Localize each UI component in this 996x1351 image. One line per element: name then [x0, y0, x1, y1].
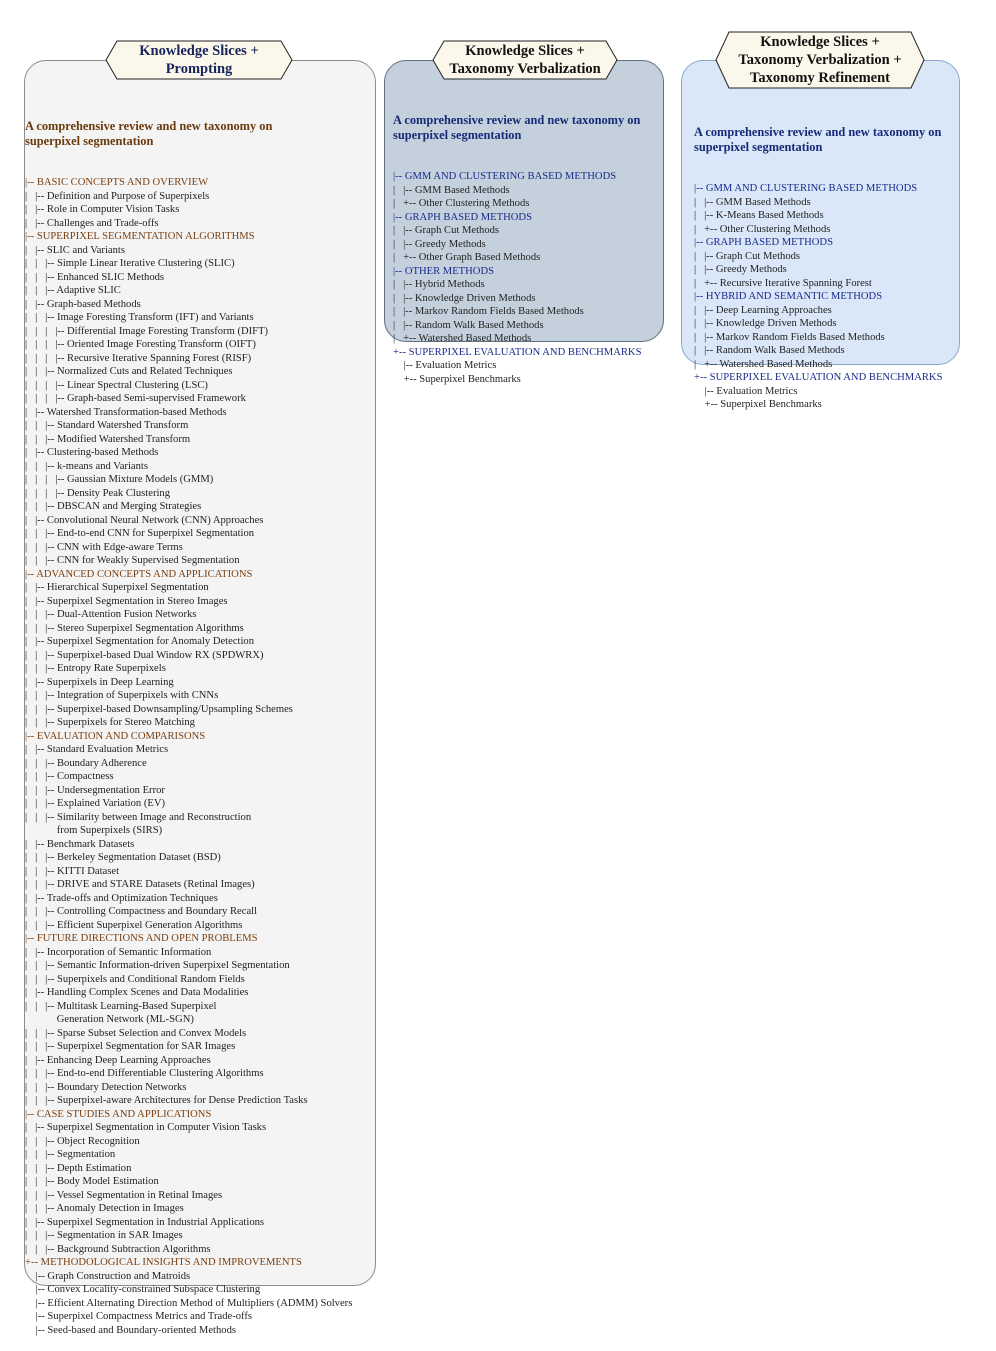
tree-node: | +-- Other Clustering Methods	[694, 223, 831, 235]
tree-node: | |-- Graph Cut Methods	[393, 225, 500, 236]
tree-node: | |-- Standard Evaluation Metrics	[25, 744, 169, 755]
tree-section: |-- HYBRID AND SEMANTIC METHODS	[694, 291, 883, 302]
tree-node: | |-- Watershed Transformation-based Methods	[25, 406, 227, 418]
tree-node: |-- Convex Locality-constrained Subspace Clustering	[25, 1284, 261, 1295]
tree-node: | |-- Knowledge Driven Methods	[393, 292, 536, 304]
tree-node: | | |-- Simple Linear Iterative Clustering (SLIC)	[25, 258, 235, 269]
tree-section: |-- ADVANCED CONCEPTS AND APPLICATIONS	[25, 568, 253, 580]
tree-node: | | |-- Depth Estimation	[25, 1162, 132, 1174]
tree-node: | | |-- Similarity between Image and Reconstruction	[25, 811, 252, 823]
header-line: Knowledge Slices +	[139, 43, 259, 59]
tree-node: | |-- Superpixel Segmentation in Computer Vision Tasks	[25, 1122, 267, 1133]
tree-node: | |-- GMM Based Methods	[393, 184, 510, 196]
tree-node: | | |-- End-to-end Differentiable Clustering Algorithms	[25, 1068, 264, 1079]
tree-node: | | |-- Enhanced SLIC Methods	[25, 271, 165, 283]
header-line: Knowledge Slices +	[465, 43, 585, 59]
tree-section: |-- CASE STUDIES AND APPLICATIONS	[25, 1108, 212, 1120]
tree-node: +-- Superpixel Benchmarks	[393, 373, 521, 385]
tree-node: | | |-- Anomaly Detection in Images	[25, 1203, 184, 1214]
tree-title: A comprehensive review and new taxonomy on superpixel segmentation	[694, 125, 942, 154]
tree-node: | | |-- Background Subtraction Algorithms	[25, 1243, 211, 1255]
tree-node: | | |-- Sparse Subset Selection and Convex Models	[25, 1027, 247, 1039]
tree-node: | | |-- Superpixel-based Dual Window RX (SPDWRX)	[25, 649, 264, 661]
tree-node: | | |-- Adaptive SLIC	[25, 285, 121, 296]
taxonomy-tree-prompting	[25, 92, 352, 1351]
tree-node: | | |-- Modified Watershed Transform	[25, 433, 191, 445]
tree-node: | | | |-- Oriented Image Foresting Transform (OIFT)	[25, 339, 256, 350]
header-line: Prompting	[165, 61, 233, 77]
tree-node: +-- Superpixel Benchmarks	[694, 399, 822, 410]
tree-node: |-- Graph Construction and Matroids	[25, 1270, 191, 1282]
tree-node: | | |-- Image Foresting Transform (IFT) and Variants	[25, 312, 254, 323]
tree-node: | | | |-- Graph-based Semi-supervised Framework	[25, 393, 246, 404]
tree-node: | +-- Other Graph Based Methods	[393, 252, 541, 263]
tree-node: | | |-- Compactness	[25, 771, 114, 782]
tree-node: | |-- Markov Random Fields Based Methods	[694, 331, 885, 343]
tree-node: | | |-- Body Model Estimation	[25, 1176, 159, 1187]
tree-node: | |-- Superpixel Segmentation in Stereo Images	[25, 595, 228, 607]
tree-node: | | |-- Berkeley Segmentation Dataset (BSD)	[25, 852, 221, 863]
tree-section: |-- GMM AND CLUSTERING BASED METHODS	[694, 183, 918, 194]
tree-node: | |-- Hybrid Methods	[393, 279, 485, 290]
tree-section: +-- SUPERPIXEL EVALUATION AND BENCHMARKS	[694, 372, 943, 383]
tree-node: | | | |-- Density Peak Clustering	[25, 487, 171, 499]
taxonomy-tree-verbalization	[393, 86, 643, 400]
tree-node: | | |-- End-to-end CNN for Superpixel Segmentation	[25, 528, 255, 539]
tree-node: | |-- Deep Learning Approaches	[694, 304, 832, 316]
tree-node: |-- Evaluation Metrics	[694, 385, 798, 397]
tree-node: | |-- Random Walk Based Methods	[694, 345, 845, 356]
tree-node: | |-- Hierarchical Superpixel Segmentation	[25, 582, 209, 593]
tree-node: | |-- Superpixel Segmentation in Industrial Applications	[25, 1216, 265, 1228]
tree-node: | |-- SLIC and Variants	[25, 244, 125, 256]
tree-node: | |-- Handling Complex Scenes and Data Modalities	[25, 987, 249, 998]
tree-node: | | | |-- Differential Image Foresting Transform (DIFT)	[25, 325, 269, 337]
tree-lines	[694, 182, 949, 412]
tree-node: | | |-- Superpixel-aware Architectures for Dense Prediction Tasks	[25, 1095, 308, 1106]
header-prompting	[105, 40, 293, 80]
tree-node: | |-- Trade-offs and Optimization Techniques	[25, 892, 218, 904]
header-taxonomy-verbalization	[432, 40, 618, 80]
tree-node: | |-- K-Means Based Methods	[694, 210, 824, 221]
tree-node: | | |-- Multitask Learning-Based Superpixel	[25, 1000, 217, 1012]
tree-node: |-- Superpixel Compactness Metrics and Trade-offs	[25, 1311, 253, 1322]
tree-node: | |-- Enhancing Deep Learning Approaches	[25, 1054, 211, 1066]
header-line: Taxonomy Refinement	[749, 70, 891, 86]
tree-node: | |-- Greedy Methods	[393, 238, 486, 250]
tree-node: |-- Efficient Alternating Direction Method of Multipliers (ADMM) Solvers	[25, 1297, 353, 1309]
tree-node: | |-- Incorporation of Semantic Information	[25, 946, 212, 958]
tree-node: | |-- Knowledge Driven Methods	[694, 318, 837, 329]
tree-node: | |-- Graph Cut Methods	[694, 250, 801, 262]
tree-section: +-- SUPERPIXEL EVALUATION AND BENCHMARKS	[393, 346, 642, 358]
tree-node: | | |-- Standard Watershed Transform	[25, 420, 189, 431]
tree-node: | |-- Random Walk Based Methods	[393, 319, 544, 331]
tree-node: | | |-- Segmentation in SAR Images	[25, 1230, 183, 1241]
tree-title: A comprehensive review and new taxonomy on superpixel segmentation	[393, 113, 641, 142]
tree-node: | | |-- Controlling Compactness and Boundary Recall	[25, 906, 258, 917]
tree-node: | | |-- Superpixel Segmentation for SAR Images	[25, 1041, 236, 1052]
tree-node: | | |-- Entropy Rate Superpixels	[25, 663, 166, 674]
tree-node: | | | |-- Recursive Iterative Spanning Forest (RISF)	[25, 352, 252, 364]
header-line: Taxonomy Verbalization	[449, 61, 601, 77]
header-line: Knowledge Slices +	[760, 34, 880, 50]
tree-node: | | |-- Boundary Adherence	[25, 757, 147, 769]
tree-node: Generation Network (ML-SGN)	[25, 1014, 194, 1025]
header-line: Taxonomy Verbalization +	[738, 52, 902, 68]
tree-section: +-- METHODOLOGICAL INSIGHTS AND IMPROVEMENTS	[25, 1257, 302, 1268]
tree-node: | |-- Graph-based Methods	[25, 298, 141, 310]
tree-node: | +-- Watershed Based Methods	[694, 358, 833, 370]
tree-node: | | |-- k-means and Variants	[25, 460, 148, 472]
tree-node: | |-- Markov Random Fields Based Methods	[393, 306, 584, 317]
tree-node: | +-- Recursive Iterative Spanning Forest	[694, 277, 872, 289]
tree-node: | | |-- Boundary Detection Networks	[25, 1081, 187, 1093]
tree-node: | | |-- Stereo Superpixel Segmentation Algorithms	[25, 622, 244, 634]
tree-node: | |-- Challenges and Trade-offs	[25, 217, 159, 229]
tree-section: |-- OTHER METHODS	[393, 265, 494, 277]
tree-node: | | |-- Integration of Superpixels with CNNs	[25, 690, 219, 701]
tree-node: | |-- Benchmark Datasets	[25, 838, 135, 850]
tree-section: |-- BASIC CONCEPTS AND OVERVIEW	[25, 177, 209, 188]
tree-node: | |-- GMM Based Methods	[694, 196, 811, 208]
tree-node: | | |-- Explained Variation (EV)	[25, 798, 166, 809]
tree-node: | |-- Clustering-based Methods	[25, 447, 159, 458]
tree-node: | | |-- Efficient Superpixel Generation Algorithms	[25, 919, 243, 931]
tree-node: | |-- Role in Computer Vision Tasks	[25, 204, 180, 215]
tree-node: | | |-- Superpixels for Stereo Matching	[25, 717, 195, 728]
tree-node: from Superpixels (SIRS)	[25, 825, 163, 836]
tree-node: | | |-- Normalized Cuts and Related Techniques	[25, 366, 233, 377]
tree-node: | | |-- Dual-Attention Fusion Networks	[25, 609, 197, 620]
tree-node: | | |-- Vessel Segmentation in Retinal Images	[25, 1189, 223, 1201]
tree-section: |-- FUTURE DIRECTIONS AND OPEN PROBLEMS	[25, 933, 258, 944]
taxonomy-tree-refinement	[694, 98, 949, 425]
tree-node: | +-- Watershed Based Methods	[393, 333, 532, 344]
tree-node: | | | |-- Linear Spectral Clustering (LSC)	[25, 379, 208, 391]
tree-section: |-- GRAPH BASED METHODS	[393, 211, 532, 223]
tree-node: | |-- Convolutional Neural Network (CNN) Approaches	[25, 514, 264, 526]
tree-node: | | |-- DBSCAN and Merging Strategies	[25, 501, 202, 512]
tree-node: | |-- Superpixel Segmentation for Anomaly Detection	[25, 636, 255, 647]
tree-lines	[25, 176, 352, 1337]
tree-node: | | |-- Superpixels and Conditional Random Fields	[25, 973, 245, 985]
tree-node: | | |-- Undersegmentation Error	[25, 784, 165, 796]
tree-lines	[393, 170, 643, 386]
tree-section: |-- SUPERPIXEL SEGMENTATION ALGORITHMS	[25, 231, 255, 242]
tree-node: |-- Evaluation Metrics	[393, 360, 497, 371]
tree-node: | +-- Other Clustering Methods	[393, 198, 530, 209]
tree-node: | | |-- Superpixel-based Downsampling/Upsampling Schemes	[25, 703, 293, 715]
tree-node: | | |-- Semantic Information-driven Superpixel Segmentation	[25, 960, 290, 971]
tree-section: |-- GRAPH BASED METHODS	[694, 237, 833, 248]
tree-node: | |-- Superpixels in Deep Learning	[25, 676, 174, 688]
tree-node: | | |-- Object Recognition	[25, 1135, 140, 1147]
header-taxonomy-refinement	[715, 31, 925, 89]
tree-section: |-- GMM AND CLUSTERING BASED METHODS	[393, 171, 617, 182]
tree-node: | |-- Greedy Methods	[694, 264, 787, 275]
tree-node: | | |-- KITTI Dataset	[25, 865, 120, 877]
tree-node: | | |-- Segmentation	[25, 1149, 116, 1160]
tree-node: | |-- Definition and Purpose of Superpixels	[25, 190, 210, 202]
tree-node: |-- Seed-based and Boundary-oriented Methods	[25, 1324, 236, 1336]
tree-node: | | |-- CNN with Edge-aware Terms	[25, 541, 183, 553]
tree-node: | | |-- CNN for Weakly Supervised Segmentation	[25, 555, 240, 566]
tree-section: |-- EVALUATION AND COMPARISONS	[25, 730, 206, 742]
tree-node: | | | |-- Gaussian Mixture Models (GMM)	[25, 474, 214, 485]
tree-title: A comprehensive review and new taxonomy on superpixel segmentation	[25, 119, 273, 148]
tree-node: | | |-- DRIVE and STARE Datasets (Retinal Images)	[25, 879, 255, 890]
